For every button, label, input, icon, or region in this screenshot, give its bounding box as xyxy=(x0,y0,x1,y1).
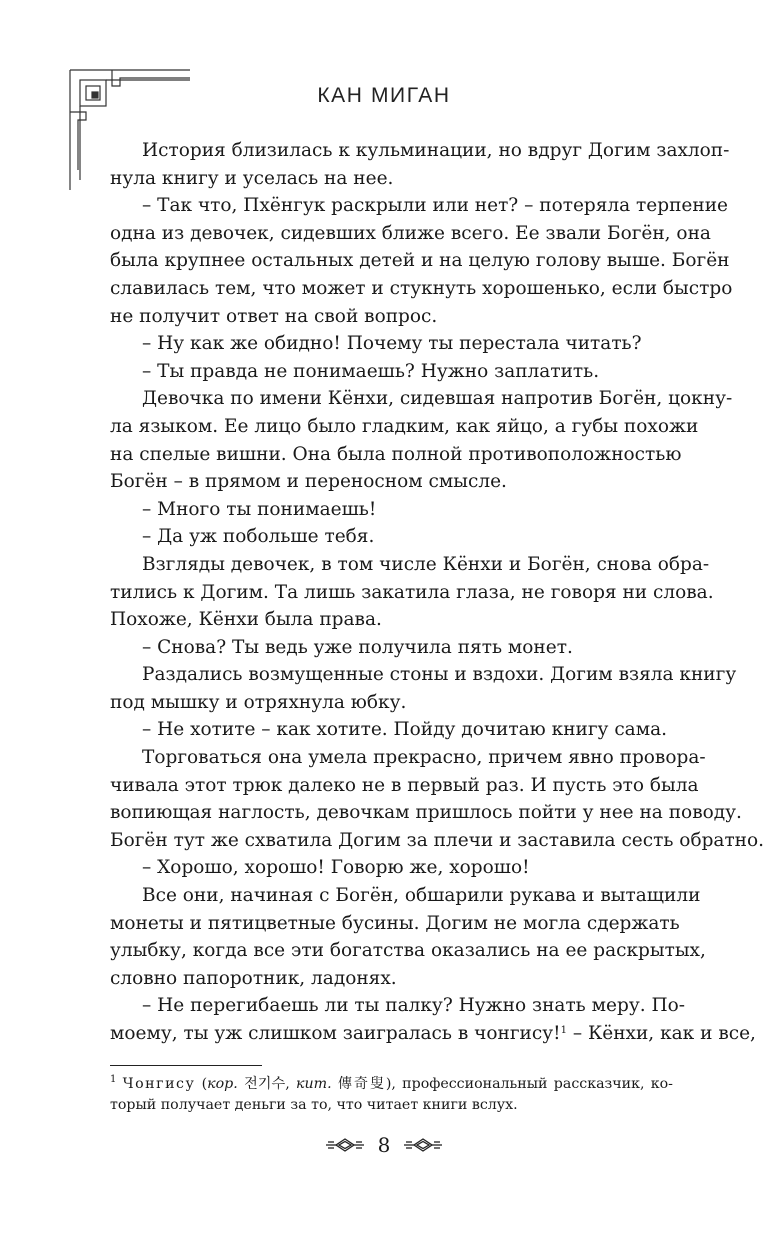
text-line: Богён тут же схватила Догим за плечи и заставила сесть обратно. xyxy=(110,829,765,851)
running-head: КАН МИГАН xyxy=(317,84,451,107)
footnote xyxy=(110,1074,673,1116)
text-line: – Ты правда не понимаешь? Нужно заплатить. xyxy=(142,360,600,382)
footnote-lang-korean: кор. xyxy=(207,1076,238,1092)
footnote-rule xyxy=(110,1065,262,1066)
footnote-line: торый получает деньги за то, что читает книги вслух. xyxy=(110,1097,518,1113)
footnote-chinese: 傳奇叟 xyxy=(337,1076,386,1092)
text-line: Похоже, Кёнхи была права. xyxy=(110,609,382,631)
text-line: – Ну как же обидно! Почему ты перестала читать? xyxy=(142,333,642,355)
footnote-rest: ), профессиональный рассказчик, ко- xyxy=(385,1076,673,1092)
text-line: – Так что, Пхёнгук раскрыли или нет? – потеряла терпение xyxy=(142,195,728,217)
text-line: одна из девочек, сидевших ближе всего. Ее звали Богён, она xyxy=(110,222,711,244)
folio xyxy=(0,1132,768,1158)
text-line: – Много ты понимаешь! xyxy=(142,498,377,520)
text-line: не получит ответ на свой вопрос. xyxy=(110,305,438,327)
text-segment: моему, ты уж слишком заигралась в чонгису! xyxy=(110,1023,561,1044)
text-line: улыбку, когда все эти богатства оказались на ее раскрытых, xyxy=(110,940,706,962)
ornament-right-icon xyxy=(404,1138,442,1152)
text-line: Взгляды девочек, в том числе Кёнхи и Богён, снова обра- xyxy=(142,553,710,575)
text-line: вопиющая наглость, девочкам пришлось пойти у нее на поводу. xyxy=(110,802,742,824)
text-line: монеты и пятицветные бусины. Догим не могла сдержать xyxy=(110,912,680,934)
text-line: Все они, начиная с Богён, обшарили рукава и вытащили xyxy=(142,885,701,907)
text-line: Богён – в прямом и переносном смысле. xyxy=(110,471,507,493)
footnote-korean: 전기수 xyxy=(244,1076,286,1092)
text-line: – Снова? Ты ведь уже получила пять монет. xyxy=(142,636,573,658)
footnote-lang-chinese: кит. xyxy=(296,1076,332,1092)
text-line: – Хорошо, хорошо! Говорю же, хорошо! xyxy=(142,857,530,879)
ornament-left-icon xyxy=(326,1138,364,1152)
page-number: 8 xyxy=(377,1133,391,1157)
footnote-term: Чонгису xyxy=(122,1076,196,1092)
footnote-ref: 1 xyxy=(560,1025,567,1036)
text-line: Торговаться она умела прекрасно, причем явно провора- xyxy=(142,747,706,769)
text-line: славилась тем, что может и стукнуть хорошенько, если быстро xyxy=(110,277,733,299)
text-line: словно папоротник, ладонях. xyxy=(110,967,397,989)
text-line: тились к Догим. Та лишь закатила глаза, не говоря ни слова. xyxy=(110,581,714,603)
footnote-marker: 1 xyxy=(110,1074,117,1085)
text-line: Девочка по имени Кёнхи, сидевшая напротив Богён, цокну- xyxy=(142,388,733,410)
text-line: – Да уж побольше тебя. xyxy=(142,526,375,548)
text-line: История близилась к кульминации, но вдруг Догим захлоп- xyxy=(142,140,730,161)
text-line: нула книгу и уселась на нее. xyxy=(110,167,394,189)
text-line: была крупнее остальных детей и на целую голову выше. Богён xyxy=(110,250,730,272)
text-line: ла языком. Ее лицо было гладким, как яйцо, а губы похожи xyxy=(110,415,699,437)
text-line: под мышку и отряхнула юбку. xyxy=(110,691,407,713)
body-text xyxy=(110,137,765,1048)
footnote-line: $^1$ Чонгису (кор. 전기수, кит. 傳奇叟), профессиональный рассказчик, ко- xyxy=(110,1074,673,1092)
text-line xyxy=(110,1020,756,1048)
text-line: на спелые вишни. Она была полной противоположностью xyxy=(110,443,682,465)
text-line: – Не хотите – как хотите. Пойду дочитаю книгу сама. xyxy=(142,719,668,741)
text-line: – Не перегибаешь ли ты палку? Нужно знать меру. По- xyxy=(142,995,685,1017)
text-line: Раздались возмущенные стоны и вздохи. Догим взяла книгу xyxy=(142,664,737,686)
text-segment: – Кёнхи, как и все, xyxy=(566,1023,756,1044)
text-line: чивала этот трюк далеко не в первый раз. И пусть это была xyxy=(110,774,699,796)
